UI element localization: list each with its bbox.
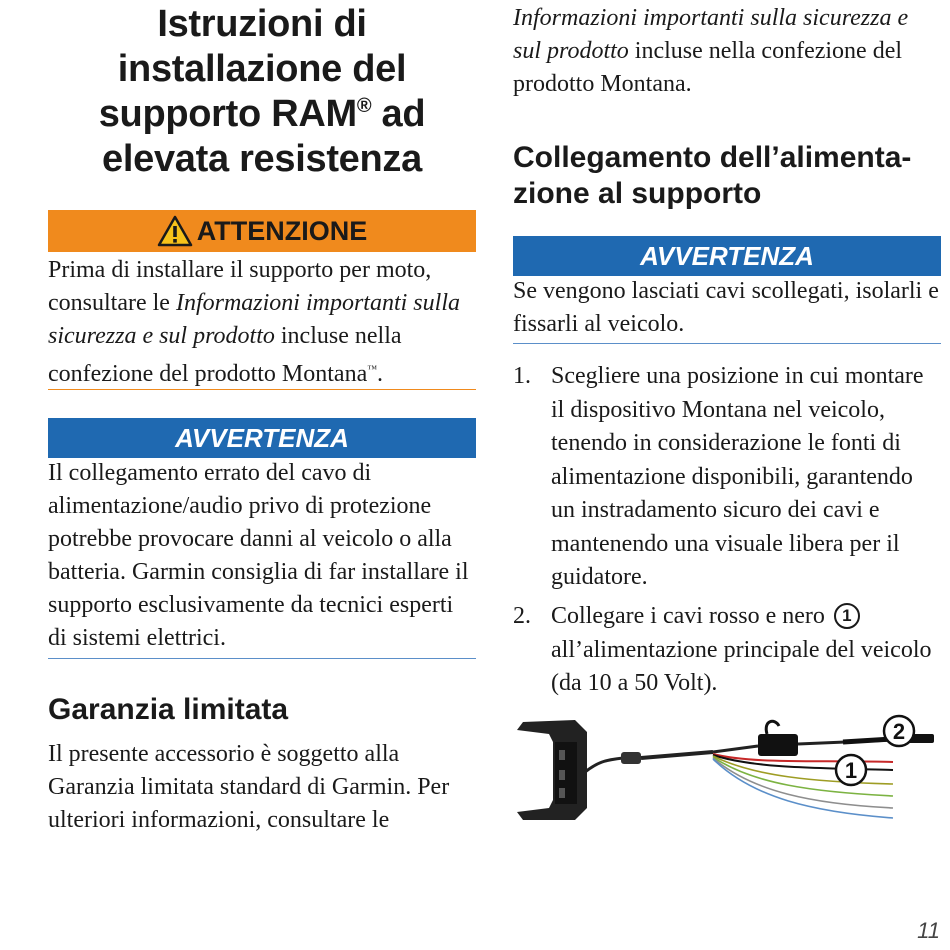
fuse-holder-icon <box>758 734 798 756</box>
warning-banner-2 <box>513 236 941 276</box>
caution-label: ATTENZIONE <box>196 215 368 246</box>
svg-text:1: 1 <box>844 758 858 783</box>
warning-label: AVVERTENZA <box>175 422 349 453</box>
warning-label-2: AVVERTENZA <box>640 240 814 271</box>
svg-text:2: 2 <box>892 719 906 744</box>
continued-text: Informazioni importanti sulla sicurezza e sul prodotto incluse nella confezione del prodotto Montana. <box>513 5 909 97</box>
left-column <box>48 0 476 833</box>
power-section-heading: Collegamento dell’alimenta- zione al supporto <box>513 141 912 210</box>
warning-text-2: Se vengono lasciati cavi scollegati, isolarli e fissarli al veicolo. <box>513 278 939 337</box>
warning-divider <box>48 658 476 659</box>
callout-1-icon: 1 <box>834 603 860 629</box>
step-2 <box>513 600 941 701</box>
step-text: Scegliere una posizione in cui montare il dispositivo Montana nel veicolo, tenendo in considerazione le fonti di alimentazione disponibili, garantendo un instradamento sicuro dei cavi e mantenendo una visuale libera per il guidatore. <box>551 363 924 590</box>
mount-cradle-icon <box>517 720 587 820</box>
warning-divider-2 <box>513 343 941 344</box>
step-number: 2. <box>513 603 531 629</box>
caution-text: Prima di installare il supporto per moto, consultare le Informazioni importanti sulla sicurezza e sul prodotto incluse nella confezione del prodotto Montana™. <box>48 257 460 387</box>
warranty-text: Il presente accessorio è soggetto alla Garanzia limitata standard di Garmin. Per ulteriori informazioni, consultare le <box>48 741 450 833</box>
warning-banner <box>48 418 476 458</box>
registered-mark: ® <box>356 95 372 117</box>
page-title: Istruzioni di installazione del supporto RAM® ad elevata resistenza <box>98 3 426 180</box>
caution-banner <box>48 210 476 252</box>
warranty-heading: Garanzia limitata <box>48 693 289 726</box>
step-1 <box>513 360 941 595</box>
page-number: 11 <box>917 918 940 943</box>
step-text: Collegare i cavi rosso e nero 1 all’alimentazione principale del veicolo (da 10 a 50 Volt). <box>551 603 932 696</box>
power-cable-figure <box>513 712 941 832</box>
warning-triangle-icon <box>157 215 193 247</box>
step-number: 1. <box>513 363 531 389</box>
caution-divider <box>48 389 476 390</box>
warning-text: Il collegamento errato del cavo di alimentazione/audio privo di protezione potrebbe provocare danni al veicolo o alla batteria. Garmin consiglia di far installare il supporto esclusivamente da tecnici esperti di sistemi elettrici. <box>48 460 469 651</box>
